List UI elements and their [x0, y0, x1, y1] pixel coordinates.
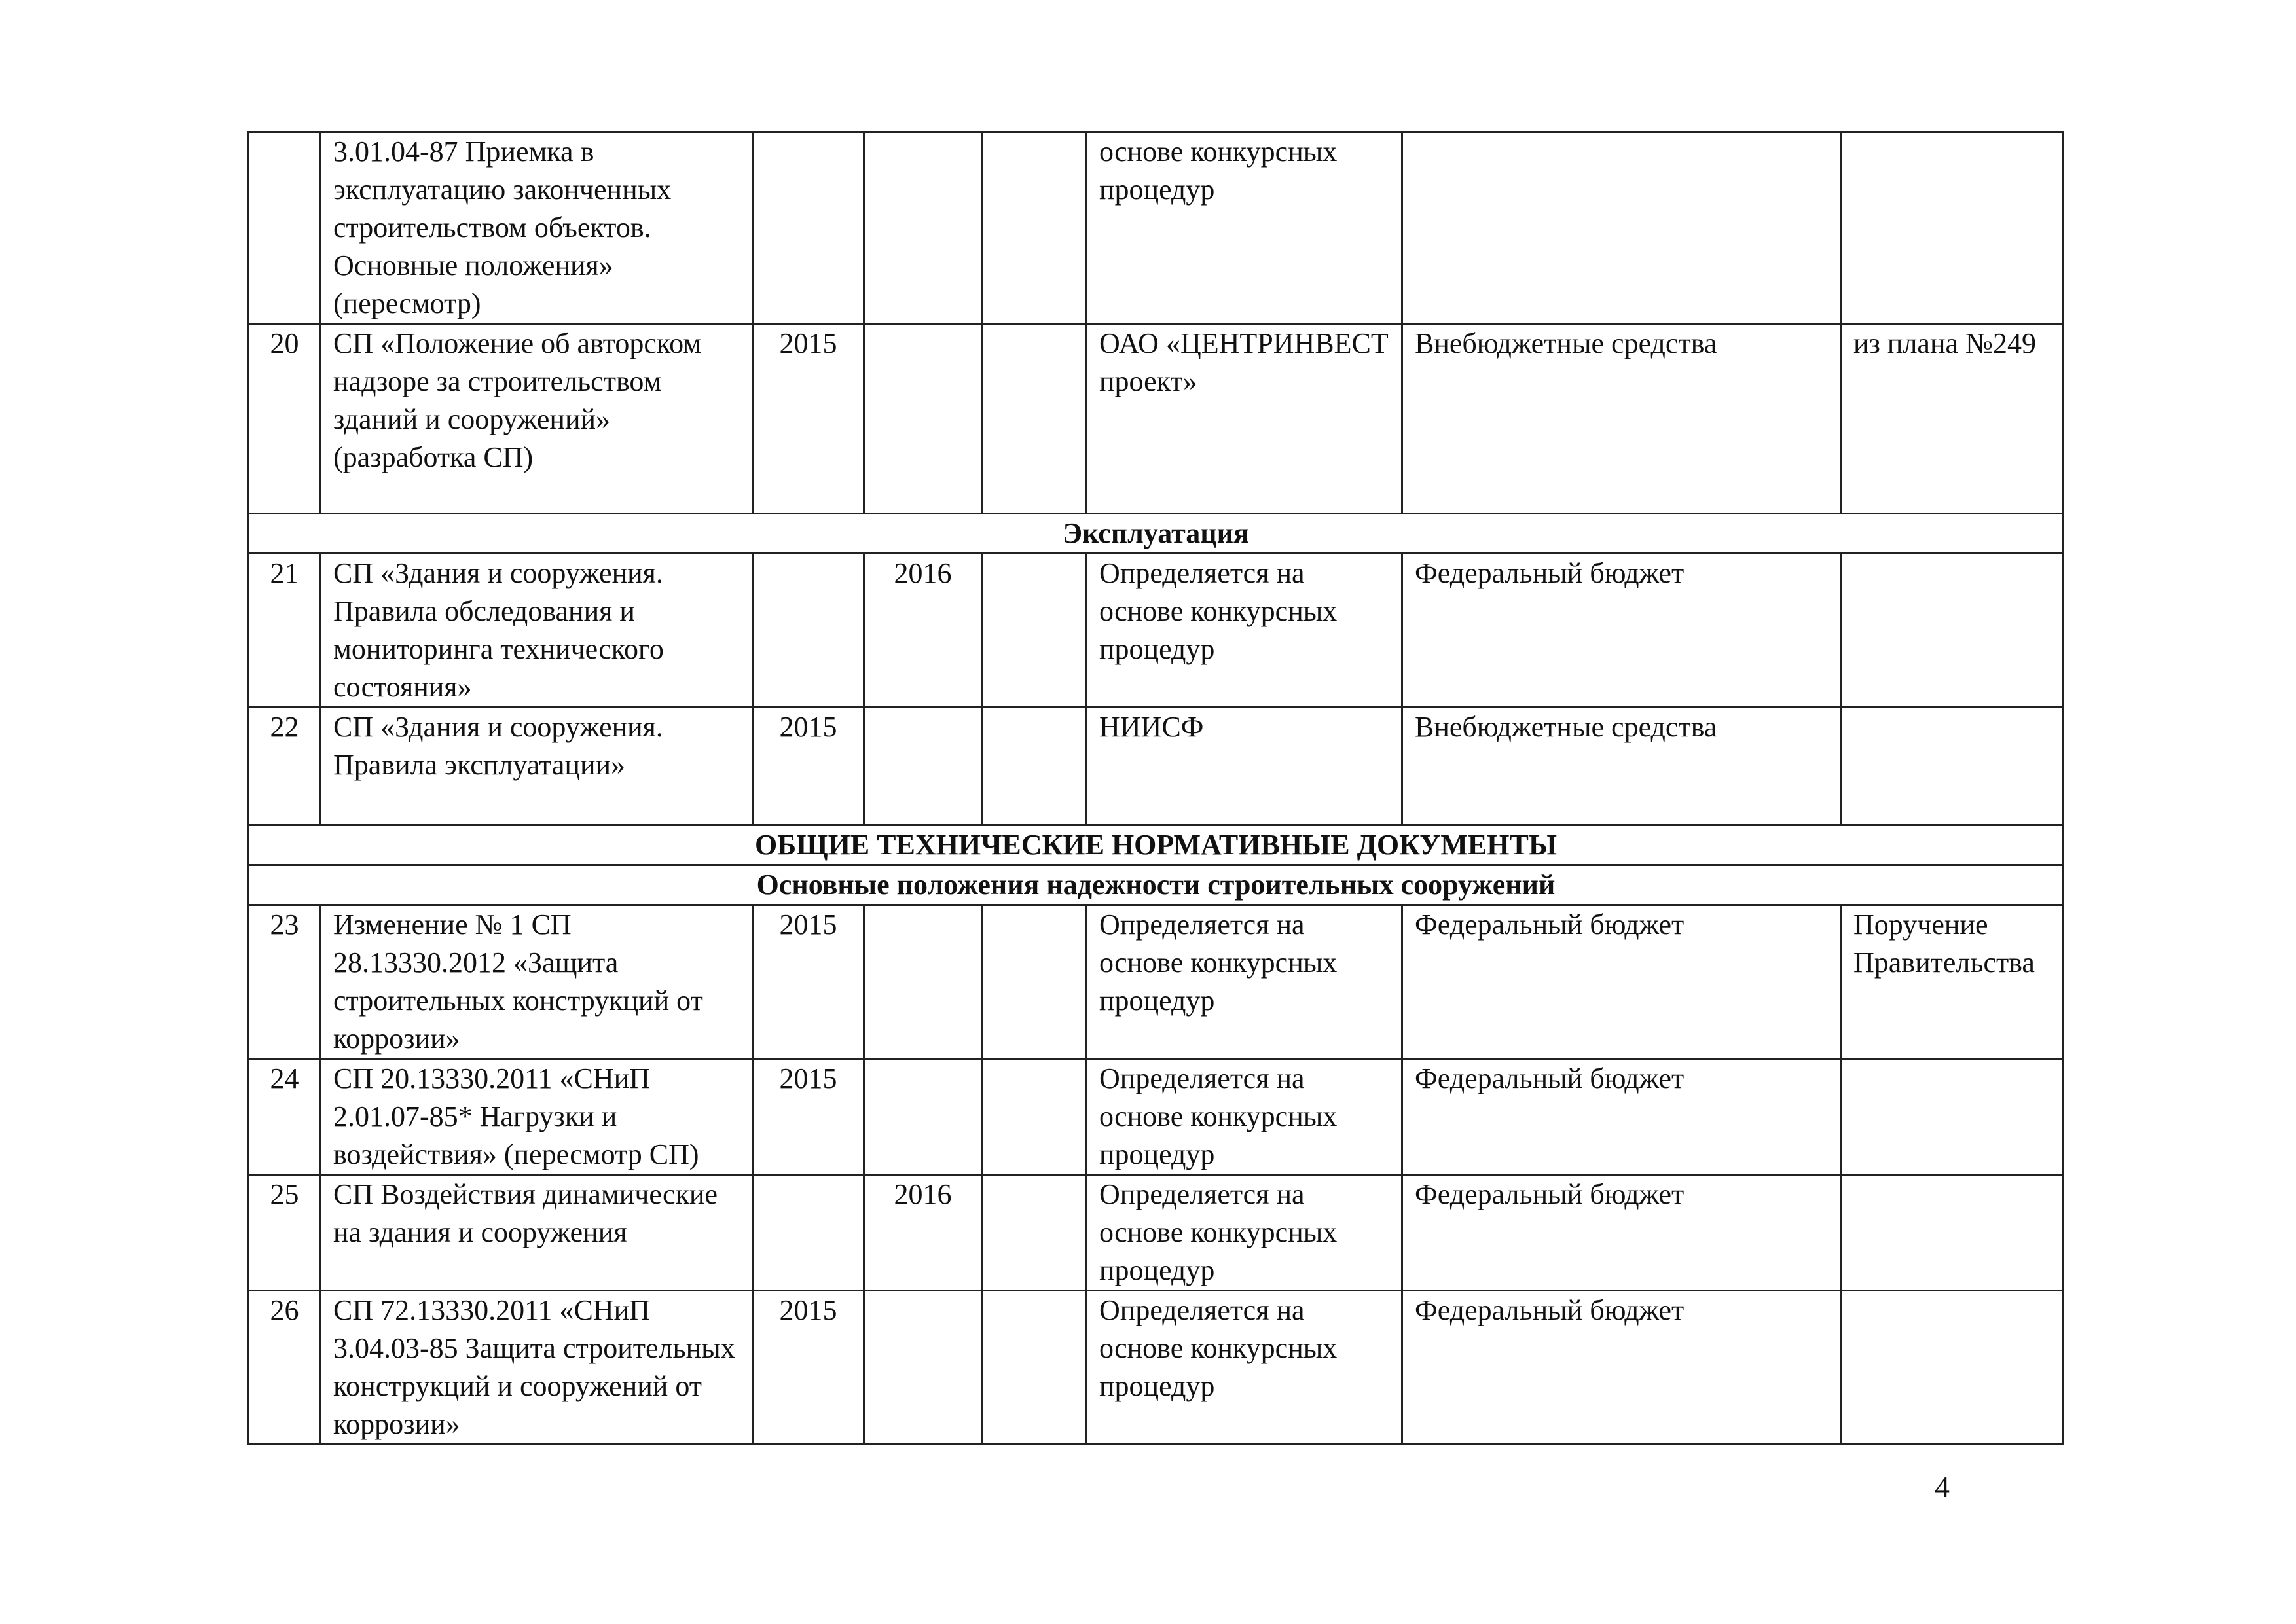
funding-source: Федеральный бюджет	[1402, 905, 1841, 1059]
table-row	[249, 132, 2064, 324]
extra-column	[982, 708, 1087, 825]
row-number: 22	[249, 708, 321, 825]
funding-source: Федеральный бюджет	[1402, 1175, 1841, 1291]
section-row	[249, 865, 2064, 905]
funding-source	[1402, 132, 1841, 324]
page-number: 4	[1935, 1470, 1950, 1504]
year-column-a: 2015	[753, 905, 864, 1059]
row-number: 24	[249, 1059, 321, 1175]
year-column-b	[864, 324, 982, 514]
year-column-b	[864, 1059, 982, 1175]
extra-column	[982, 554, 1087, 708]
year-column-b: 2016	[864, 554, 982, 708]
note	[1841, 132, 2064, 324]
extra-column	[982, 905, 1087, 1059]
funding-source: Федеральный бюджет	[1402, 554, 1841, 708]
executor: Определяется на основе конкурсных процедур	[1087, 1059, 1402, 1175]
executor: Определяется на основе конкурсных процедур	[1087, 905, 1402, 1059]
executor: Определяется на основе конкурсных процедур	[1087, 554, 1402, 708]
section-heading-operation: Эксплуатация	[249, 514, 2064, 554]
row-number: 25	[249, 1175, 321, 1291]
document-title: СП Воздействия динамические на здания и сооружения	[321, 1175, 753, 1291]
extra-column	[982, 1291, 1087, 1445]
section-heading-general-docs: ОБЩИЕ ТЕХНИЧЕСКИЕ НОРМАТИВНЫЕ ДОКУМЕНТЫ	[249, 825, 2064, 865]
table-row	[249, 905, 2064, 1059]
table-row	[249, 1291, 2064, 1445]
year-column-b	[864, 708, 982, 825]
document-title: СП 72.13330.2011 «СНиП 3.04.03-85 Защита строительных конструкций и сооружений от коррозии»	[321, 1291, 753, 1445]
year-column-b: 2016	[864, 1175, 982, 1291]
note	[1841, 554, 2064, 708]
year-column-a: 2015	[753, 1059, 864, 1175]
executor: основе конкурсных процедур	[1087, 132, 1402, 324]
note: Поручение Правительства	[1841, 905, 2064, 1059]
year-column-b	[864, 1291, 982, 1445]
funding-source: Внебюджетные средства	[1402, 324, 1841, 514]
year-column-a	[753, 554, 864, 708]
document-title: СП 20.13330.2011 «СНиП 2.01.07-85* Нагрузки и воздействия» (пересмотр СП)	[321, 1059, 753, 1175]
document-title: СП «Здания и сооружения. Правила эксплуатации»	[321, 708, 753, 825]
funding-source: Федеральный бюджет	[1402, 1059, 1841, 1175]
extra-column	[982, 1059, 1087, 1175]
year-column-a	[753, 132, 864, 324]
document-title: 3.01.04-87 Приемка в эксплуатацию законченных строительством объектов. Основные положения» (пересмотр)	[321, 132, 753, 324]
section-row	[249, 514, 2064, 554]
year-column-a: 2015	[753, 324, 864, 514]
table-row	[249, 1175, 2064, 1291]
extra-column	[982, 324, 1087, 514]
extra-column	[982, 132, 1087, 324]
table-row	[249, 1059, 2064, 1175]
note	[1841, 1059, 2064, 1175]
section-heading-reliability: Основные положения надежности строительных сооружений	[249, 865, 2064, 905]
document-title: Изменение № 1 СП 28.13330.2012 «Защита строительных конструкций от коррозии»	[321, 905, 753, 1059]
plan-table	[247, 131, 2064, 1445]
note	[1841, 708, 2064, 825]
section-row	[249, 825, 2064, 865]
extra-column	[982, 1175, 1087, 1291]
executor: ОАО «ЦЕНТРИНВЕСТ проект»	[1087, 324, 1402, 514]
funding-source: Федеральный бюджет	[1402, 1291, 1841, 1445]
executor: Определяется на основе конкурсных процедур	[1087, 1175, 1402, 1291]
note	[1841, 1291, 2064, 1445]
row-number: 26	[249, 1291, 321, 1445]
year-column-a	[753, 1175, 864, 1291]
note: из плана №249	[1841, 324, 2064, 514]
document-title: СП «Здания и сооружения. Правила обследования и мониторинга технического состояния»	[321, 554, 753, 708]
row-number: 20	[249, 324, 321, 514]
year-column-b	[864, 905, 982, 1059]
row-number: 21	[249, 554, 321, 708]
note	[1841, 1175, 2064, 1291]
row-number: 23	[249, 905, 321, 1059]
table-row	[249, 324, 2064, 514]
year-column-a: 2015	[753, 1291, 864, 1445]
year-column-b	[864, 132, 982, 324]
year-column-a: 2015	[753, 708, 864, 825]
document-title: СП «Положение об авторском надзоре за строительством зданий и сооружений» (разработка СП)	[321, 324, 753, 514]
table-row	[249, 708, 2064, 825]
funding-source: Внебюджетные средства	[1402, 708, 1841, 825]
table-row	[249, 554, 2064, 708]
row-number	[249, 132, 321, 324]
executor: Определяется на основе конкурсных процедур	[1087, 1291, 1402, 1445]
executor: НИИСФ	[1087, 708, 1402, 825]
